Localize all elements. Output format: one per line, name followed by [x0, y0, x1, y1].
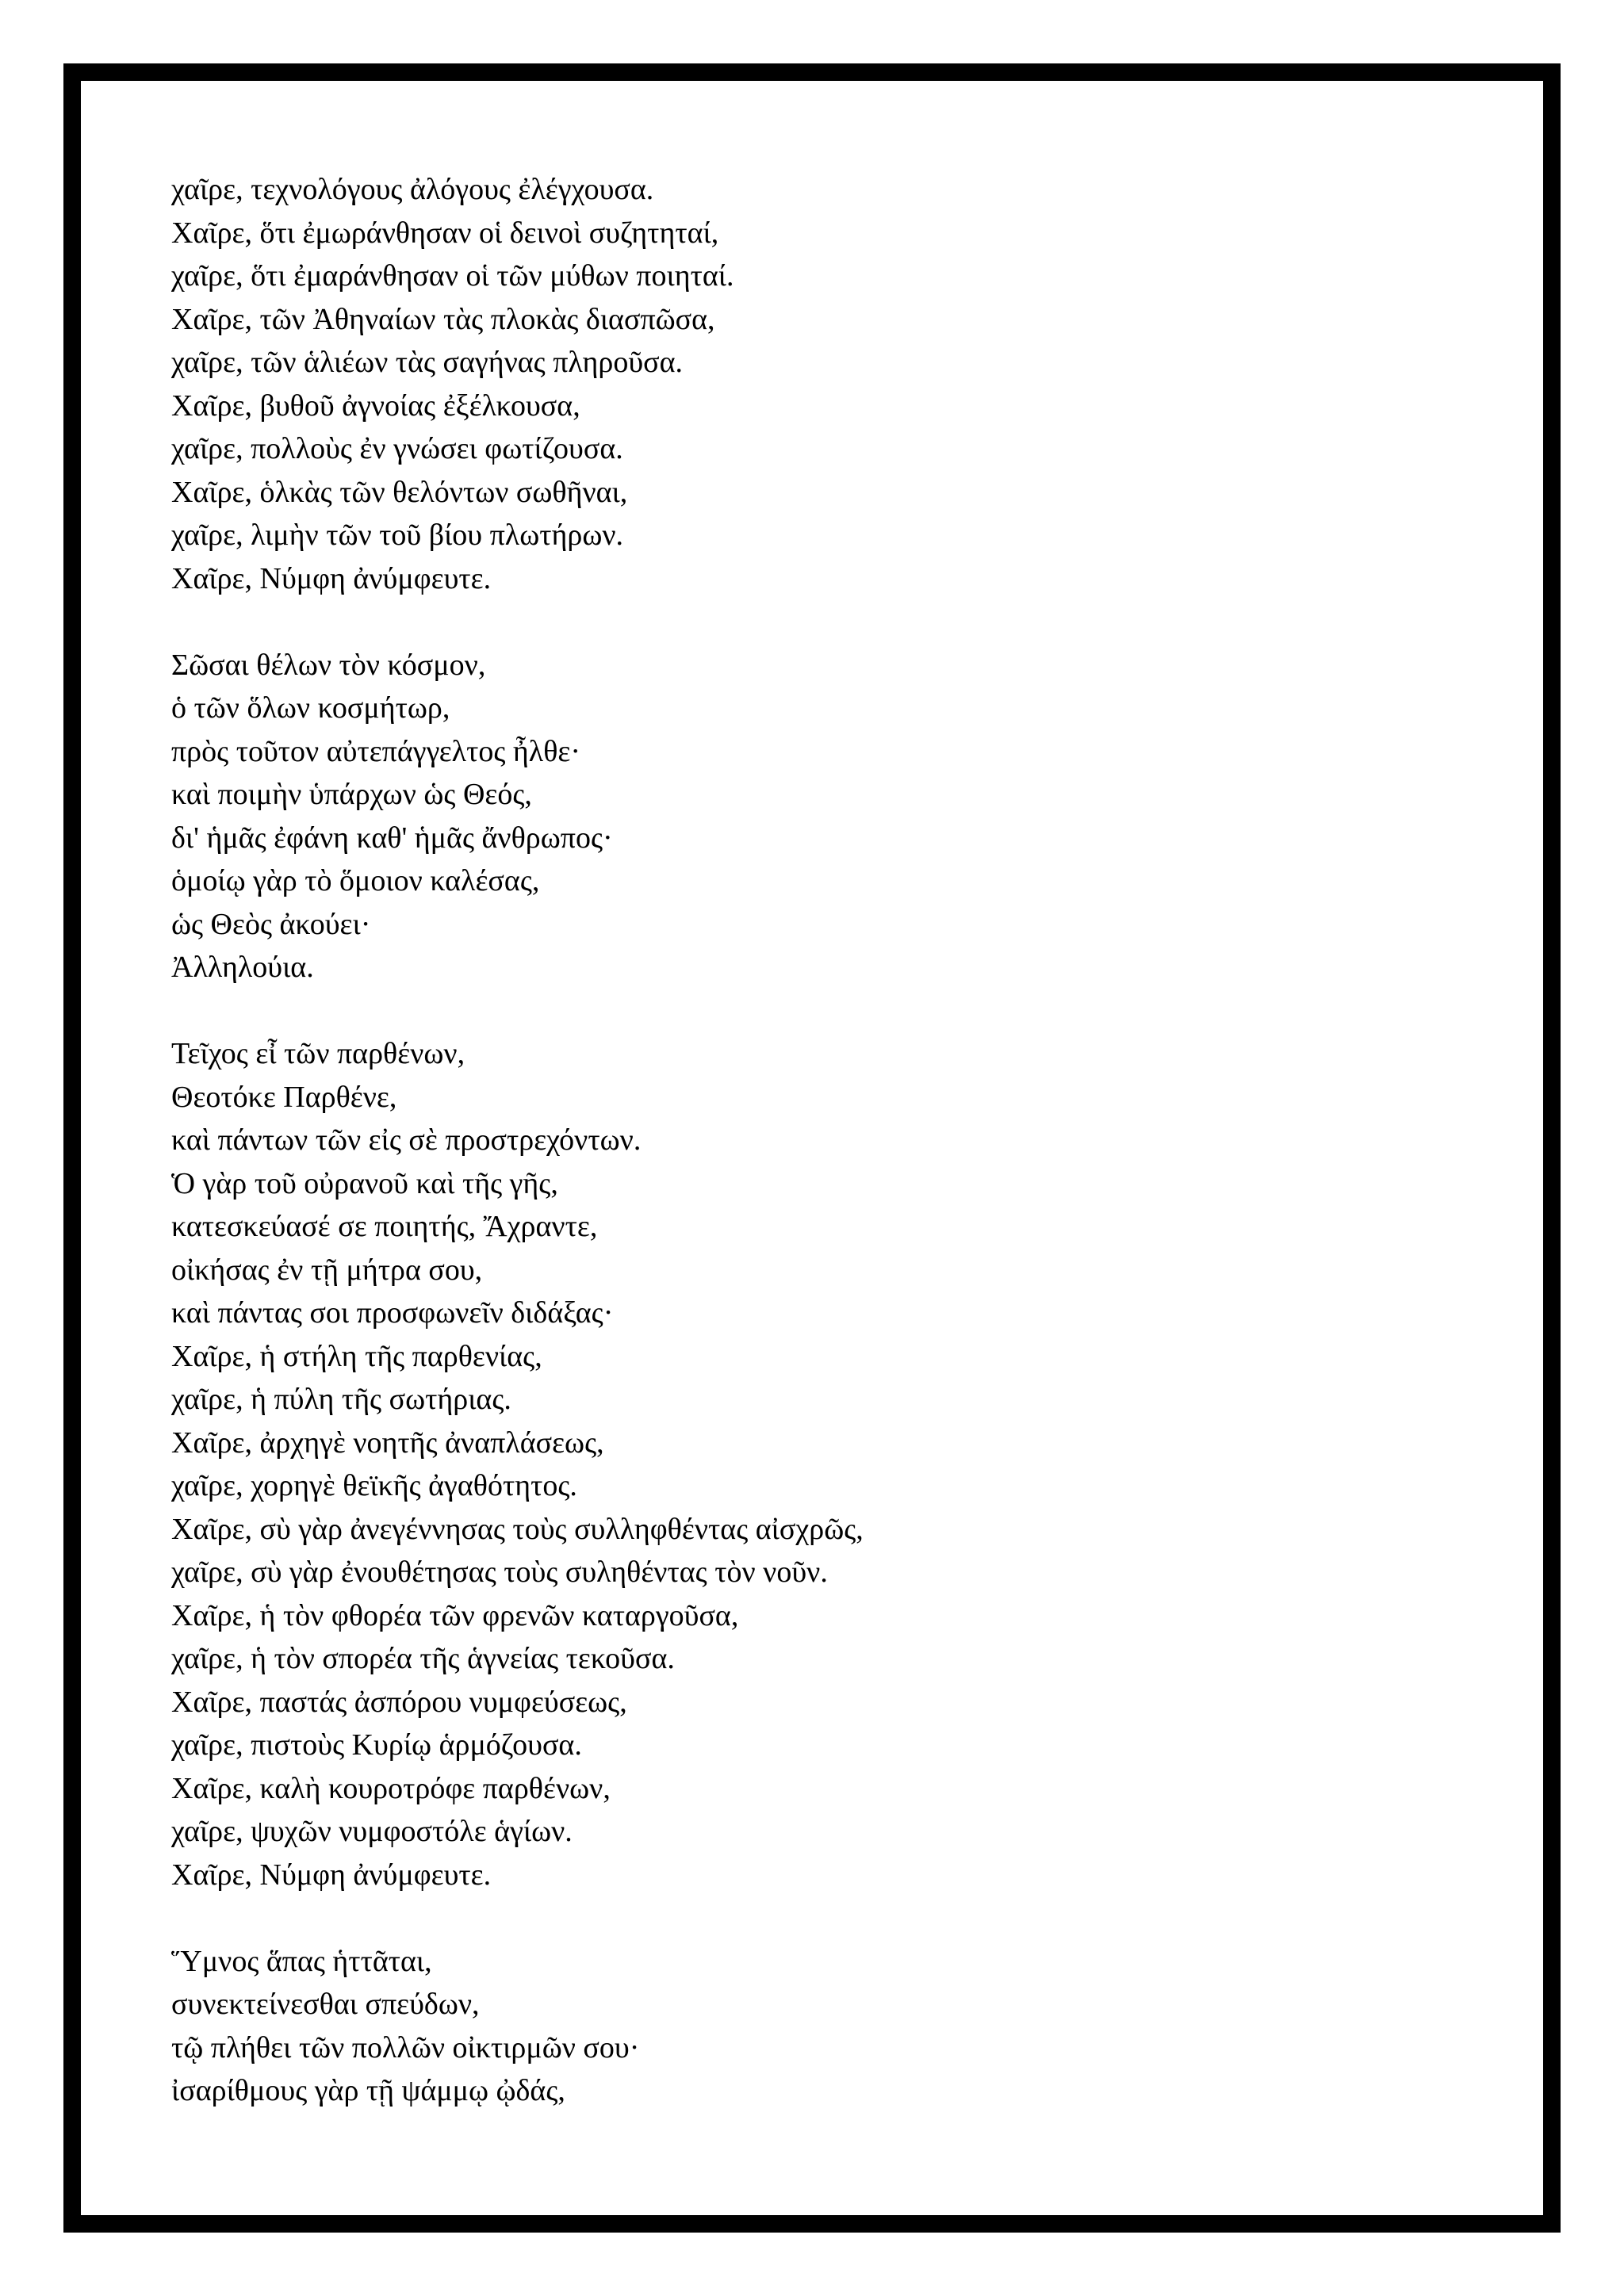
- verse-line: Χαῖρε, ἡ τὸν φθορέα τῶν φρενῶν καταργοῦσα,: [171, 1598, 739, 1632]
- verse-line: Χαῖρε, ὅτι ἐμωράνθησαν οἱ δεινοὶ συζητηταί,: [171, 216, 719, 250]
- verse-line: Χαῖρε, τῶν Ἀθηναίων τὰς πλοκὰς διασπῶσα,: [171, 302, 715, 336]
- verse-line: Ὁ γὰρ τοῦ οὐρανοῦ καὶ τῆς γῆς,: [171, 1166, 558, 1200]
- verse-line: Χαῖρε, καλὴ κουροτρόφε παρθένων,: [171, 1771, 611, 1805]
- verse-line: Χαῖρε, ἀρχηγὲ νοητῆς ἀναπλάσεως,: [171, 1425, 604, 1460]
- verse-line: δι' ἡμᾶς ἐφάνη καθ' ἡμᾶς ἄνθρωπος·: [171, 821, 613, 855]
- verse-line: καὶ ποιμὴν ὑπάρχων ὡς Θεός,: [171, 778, 532, 811]
- stanza: [171, 168, 1472, 600]
- verse-line: οἰκήσας ἐν τῇ μήτρα σου,: [171, 1253, 483, 1287]
- verse-line: Χαῖρε, Νύμφη ἀνύμφευτε.: [171, 1858, 492, 1892]
- verse-line: χαῖρε, τεχνολόγους ἀλόγους ἐλέγχουσα.: [171, 173, 654, 206]
- verse-line: ὡς Θεὸς ἀκούει·: [171, 907, 371, 941]
- verse-line: χαῖρε, πιστοὺς Κυρίῳ ἁρμόζουσα.: [171, 1728, 582, 1762]
- verse-line: τῷ πλήθει τῶν πολλῶν οἰκτιρμῶν σου·: [171, 2030, 640, 2064]
- verse-line: Ἀλληλούια.: [171, 951, 314, 984]
- verse-line: χαῖρε, ὅτι ἐμαράνθησαν οἱ τῶν μύθων ποιηταί.: [171, 259, 734, 293]
- verse-line: Σῶσαι θέλων τὸν κόσμον,: [171, 648, 486, 682]
- page-frame: [63, 63, 1561, 2233]
- verse-line: ἰσαρίθμους γὰρ τῇ ψάμμῳ ᾠδάς,: [171, 2074, 565, 2107]
- verse-line: καὶ πάντων τῶν εἰς σὲ προστρεχόντων.: [171, 1123, 642, 1157]
- verse-line: Χαῖρε, παστάς ἀσπόρου νυμφεύσεως,: [171, 1685, 627, 1719]
- verse-line: Χαῖρε, σὺ γὰρ ἀνεγέννησας τοὺς συλληφθέντας αἰσχρῶς,: [171, 1512, 864, 1546]
- verse-line: χαῖρε, λιμὴν τῶν τοῦ βίου πλωτήρων.: [171, 519, 624, 552]
- verse-line: χαῖρε, ψυχῶν νυμφοστόλε ἁγίων.: [171, 1815, 573, 1848]
- verse-line: Χαῖρε, ἡ στήλη τῆς παρθενίας,: [171, 1339, 542, 1373]
- verse-line: χαῖρε, πολλοὺς ἐν γνώσει φωτίζουσα.: [171, 432, 623, 465]
- verse-line: χαῖρε, ἡ τὸν σπορέα τῆς ἁγνείας τεκοῦσα.: [171, 1642, 675, 1675]
- verse-line: Χαῖρε, βυθοῦ ἀγνοίας ἐξέλκουσα,: [171, 388, 580, 423]
- stanza: [171, 644, 1472, 989]
- verse-line: Χαῖρε, ὁλκὰς τῶν θελόντων σωθῆναι,: [171, 475, 628, 509]
- verse-line: χαῖρε, σὺ γὰρ ἐνουθέτησας τοὺς συληθέντας τὸν νοῦν.: [171, 1556, 828, 1589]
- verse-line: Χαῖρε, Νύμφη ἀνύμφευτε.: [171, 561, 492, 595]
- verse-line: συνεκτείνεσθαι σπεύδων,: [171, 1988, 480, 2021]
- verse-line: κατεσκεύασέ σε ποιητής, Ἄχραντε,: [171, 1210, 598, 1243]
- verse-line: Θεοτόκε Παρθένε,: [171, 1080, 397, 1114]
- verse-line: ὁ τῶν ὅλων κοσμήτωρ,: [171, 691, 450, 725]
- verse-line: Ὕμνος ἅπας ἡττᾶται,: [171, 1944, 432, 1978]
- verse-line: ὁμοίῳ γὰρ τὸ ὅμοιον καλέσας,: [171, 864, 540, 897]
- verse-line: χαῖρε, χορηγὲ θεϊκῆς ἀγαθότητος.: [171, 1469, 577, 1502]
- verse-line: Τεῖχος εἶ τῶν παρθένων,: [171, 1037, 465, 1070]
- verse-line: πρὸς τοῦτον αὐτεπάγγελτος ἦλθε·: [171, 734, 581, 768]
- stanza: [171, 1940, 1472, 2113]
- verse-line: χαῖρε, τῶν ἁλιέων τὰς σαγήνας πληροῦσα.: [171, 346, 684, 379]
- verse-line: χαῖρε, ἡ πύλη τῆς σωτήριας.: [171, 1383, 511, 1416]
- hymn-text: [171, 168, 1472, 2113]
- stanza: [171, 1032, 1472, 1896]
- verse-line: καὶ πάντας σοι προσφωνεῖν διδάξας·: [171, 1296, 614, 1330]
